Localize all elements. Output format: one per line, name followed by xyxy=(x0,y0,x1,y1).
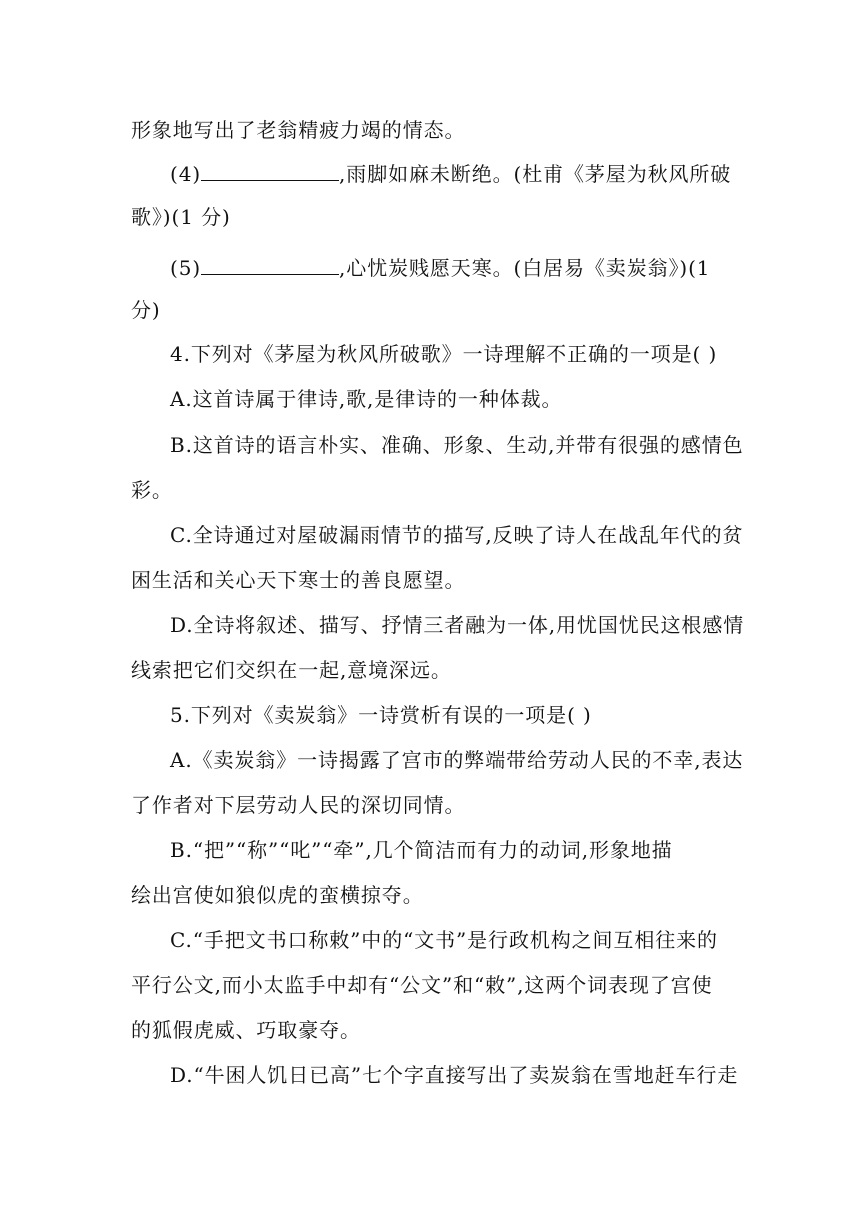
option-b: B.“把”“称”“叱”“牵”,几个简洁而有力的动词,形象地描 xyxy=(170,838,673,862)
answer-blank[interactable] xyxy=(201,162,339,181)
fill-in-question-4 xyxy=(170,161,770,187)
option-c-continued: 平行公文,而小太监手中却有“公文”和“敕”,这两个词表现了宫使 xyxy=(131,973,713,997)
option-b-continued: 彩。 xyxy=(131,478,173,502)
question-number: (4) xyxy=(170,162,202,186)
question-number: (5) xyxy=(170,256,202,280)
option-d: D.“牛困人饥日已高”七个字直接写出了卖炭翁在雪地赶车行走 xyxy=(170,1063,739,1087)
option-c: C.“手把文书口称敕”中的“文书”是行政机构之间互相往来的 xyxy=(170,928,718,952)
option-c: C.全诗通过对屋破漏雨情节的描写,反映了诗人在战乱年代的贫 xyxy=(170,523,744,547)
fill-in-question-5 xyxy=(170,255,770,281)
option-d-continued: 线索把它们交织在一起,意境深远。 xyxy=(131,658,452,682)
option-a: A.《卖炭翁》一诗揭露了宫市的弊端带给劳动人民的不幸,表达 xyxy=(170,748,744,772)
question-text: ,雨脚如麻未断绝。(杜甫《茅屋为秋风所破 xyxy=(339,162,732,186)
option-c-continued: 困生活和关心天下寒士的善良愿望。 xyxy=(131,568,466,592)
option-d: D.全诗将叙述、描写、抒情三者融为一体,用忧国忧民这根感情 xyxy=(170,613,745,637)
paragraph-line: 分) xyxy=(131,298,161,322)
option-a: A.这首诗属于律诗,歌,是律诗的一种体裁。 xyxy=(170,387,563,411)
option-b: B.这首诗的语言朴实、准确、形象、生动,并带有很强的感情色 xyxy=(170,433,744,457)
answer-blank[interactable] xyxy=(201,256,339,275)
question-5-stem: 5.下列对《卖炭翁》一诗赏析有误的一项是( ) xyxy=(170,703,592,727)
question-text: ,心忧炭贱愿天寒。(白居易《卖炭翁》)(1 xyxy=(339,256,711,280)
option-a-continued: 了作者对下层劳动人民的深切同情。 xyxy=(131,793,466,817)
option-c-continued: 的狐假虎威、巧取豪夺。 xyxy=(131,1018,361,1042)
paragraph-line: 形象地写出了老翁精疲力竭的情态。 xyxy=(131,118,466,142)
paragraph-line: 歌》)(1 分) xyxy=(131,205,231,229)
option-b-continued: 绘出宫使如狼似虎的蛮横掠夺。 xyxy=(131,883,424,907)
question-4-stem: 4.下列对《茅屋为秋风所破歌》一诗理解不正确的一项是( ) xyxy=(170,342,718,366)
